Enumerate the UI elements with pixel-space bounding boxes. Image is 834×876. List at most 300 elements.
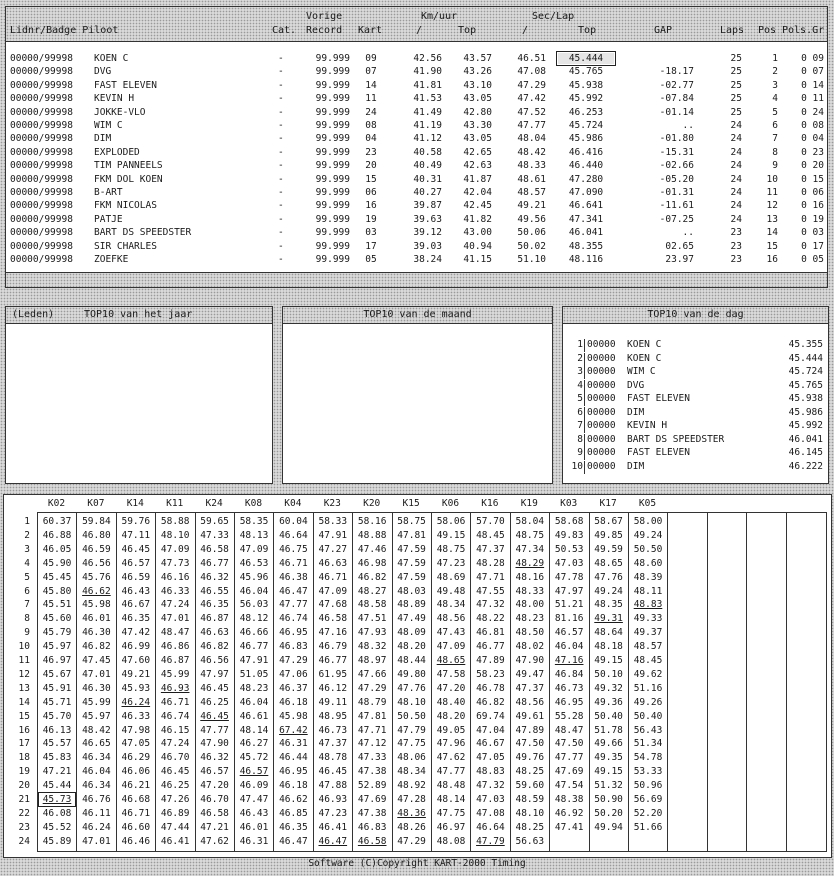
kart-column-header: K02: [47, 498, 66, 509]
lap-time-cell: 45.98: [82, 599, 111, 611]
lap-time-cell: 46.33: [121, 710, 151, 722]
result-laps: 24: [730, 120, 742, 131]
top10-day-rank: 1: [577, 339, 583, 350]
lap-time-cell: 48.45: [476, 529, 505, 541]
top10-day-id: 00000: [587, 339, 616, 350]
lap-time-cell: 46.34: [82, 780, 111, 792]
lap-time-cell: 47.76: [594, 571, 623, 583]
top10-day-row: [563, 407, 828, 420]
result-pos: 2: [772, 66, 778, 78]
result-laps: 24: [730, 173, 742, 185]
lap-time-cell: 46.62: [279, 794, 308, 805]
lap-time-cell: 47.23: [318, 807, 348, 819]
lap-time-cell: 48.57: [633, 641, 663, 653]
lap-time-cell: 45.44: [42, 780, 72, 792]
top10-day-time: 45.992: [788, 420, 823, 431]
lap-time-cell: 46.95: [279, 766, 308, 778]
result-row: [6, 254, 827, 267]
result-row: [6, 174, 827, 187]
lap-number: 16: [18, 724, 30, 736]
result-laps: 25: [730, 53, 742, 64]
result-cat: -: [278, 213, 284, 225]
result-id: 00000/99998: [10, 254, 73, 265]
result-kart: 16: [365, 200, 377, 212]
lap-time-cell: 59.84: [82, 516, 111, 527]
lap-time-cell: 46.04: [239, 585, 269, 597]
lap-time-cell: 50.50: [633, 543, 663, 555]
lap-time-cell: 47.03: [476, 794, 505, 805]
lap-number: 4: [24, 557, 30, 569]
lap-number: 19: [18, 766, 30, 778]
header-laps: Laps: [720, 25, 745, 36]
top10-month-title: TOP10 van de maand: [363, 309, 472, 320]
lap-time-cell: 48.83: [476, 766, 505, 778]
result-gap: -02.66: [659, 160, 694, 172]
lap-time-cell: 48.97: [357, 655, 387, 666]
lap-time-cell: 46.70: [200, 794, 229, 805]
lap-time-cell: 51.32: [594, 780, 623, 792]
lap-time-cell: 46.82: [200, 641, 229, 653]
lap-time-cell: 46.13: [42, 724, 72, 736]
lap-time-cell: 49.62: [633, 668, 663, 680]
lap-time-cell: 45.90: [42, 557, 72, 569]
lap-time-cell: 48.27: [357, 585, 387, 597]
results-footer-band: [6, 272, 827, 287]
lap-time-cell: 46.78: [476, 682, 505, 694]
result-avg-sec: 51.10: [517, 254, 546, 265]
lap-time-cell: 46.58: [200, 543, 229, 555]
lap-time-cell: 46.31: [279, 738, 308, 750]
lap-time-cell: 49.80: [397, 668, 426, 680]
top10-year-header: [6, 307, 272, 324]
lap-time-cell: 47.01: [160, 613, 190, 625]
lap-time-cell: 46.43: [121, 585, 151, 597]
result-kart: 14: [365, 79, 377, 91]
result-pols: 0 03: [801, 227, 824, 239]
result-record: 99.999: [315, 160, 350, 172]
lap-time-cell: 51.66: [633, 821, 663, 833]
grid-column-divider: [746, 513, 747, 851]
result-name: FAST ELEVEN: [94, 79, 157, 91]
top10-day-row: [563, 353, 828, 366]
lap-number: 1: [24, 516, 30, 527]
lap-time-cell: 45.91: [42, 682, 72, 694]
lap-time-cell: 46.71: [279, 557, 308, 569]
result-top-kmh: 41.15: [463, 254, 492, 265]
kart-column-header: K24: [205, 498, 223, 509]
lap-number: 5: [24, 571, 30, 583]
header-kmuur: Km/uur: [421, 11, 458, 22]
lap-time-cell: 48.60: [633, 557, 663, 569]
result-laps: 24: [730, 213, 742, 225]
lap-time-cell: 46.15: [160, 724, 190, 736]
lap-time-cell: 46.79: [318, 641, 348, 653]
top10-day-rank: 9: [577, 447, 583, 458]
result-top-kmh: 43.10: [463, 79, 492, 91]
lap-time-cell: 46.67: [476, 738, 505, 750]
lap-time-cell: 48.18: [594, 641, 623, 653]
header-cat: Cat.: [272, 25, 297, 36]
result-avg-kmh: 41.81: [413, 79, 442, 91]
result-top-kmh: 42.63: [463, 160, 492, 172]
lap-time-cell: 58.23: [476, 668, 505, 680]
lap-time-cell: 47.54: [554, 780, 584, 792]
lap-time-cell: 46.08: [42, 807, 72, 819]
lap-time-cell: 46.82: [357, 571, 387, 583]
lap-time-cell: 47.21: [42, 766, 72, 778]
lap-time-cell: 67.42: [279, 724, 308, 736]
lap-time-cell: 46.88: [42, 529, 72, 541]
lap-time-cell: 47.12: [357, 738, 387, 750]
lap-time-cell: 48.56: [515, 696, 545, 708]
lap-time-cell: 45.57: [42, 738, 72, 750]
lap-time-cell: 49.35: [594, 752, 623, 764]
lap-time-cell: 46.76: [82, 794, 111, 805]
lap-time-cell: 49.83: [554, 529, 584, 541]
lap-time-cell: 49.24: [594, 585, 623, 597]
result-top-kmh: 43.00: [463, 227, 492, 239]
result-row: [6, 80, 827, 93]
result-avg-sec: 49.56: [517, 213, 546, 225]
top10-day-rank: 2: [577, 352, 583, 364]
lap-time-cell: 46.21: [121, 780, 151, 792]
lap-time-cell: 46.74: [279, 613, 308, 625]
lap-time-cell: 46.58: [200, 807, 229, 819]
lap-time-cell: 46.24: [82, 821, 111, 833]
result-gap: -01.80: [659, 133, 694, 145]
lap-number: 12: [18, 668, 30, 680]
lap-time-cell: 46.56: [82, 557, 111, 569]
lap-time-cell: 46.86: [160, 641, 190, 653]
result-kart: 17: [365, 240, 377, 252]
result-avg-sec: 48.04: [517, 133, 546, 145]
top10-day-title: TOP10 van de dag: [647, 309, 744, 320]
top10-day-row: [563, 461, 828, 474]
result-pols: 0 16: [801, 200, 824, 212]
lap-time-cell: 46.45: [318, 766, 348, 778]
lap-time-cell: 46.30: [82, 627, 111, 639]
result-id: 00000/99998: [10, 213, 73, 225]
result-pos: 12: [766, 200, 778, 212]
top10-day-id: 00000: [587, 420, 616, 431]
result-pos: 3: [772, 79, 778, 91]
result-pols: 0 24: [801, 106, 824, 118]
lap-number: 14: [18, 696, 30, 708]
lap-time-cell: 50.40: [633, 710, 663, 722]
lap-time-cell: 46.18: [279, 696, 308, 708]
header-gap: GAP: [654, 25, 673, 36]
lap-time-cell: 46.65: [82, 738, 111, 750]
result-kart: 09: [365, 53, 377, 64]
result-laps: 24: [730, 133, 742, 145]
result-name: EXPLODED: [94, 146, 140, 158]
result-pos: 11: [766, 187, 778, 198]
result-gap: -02.77: [659, 79, 694, 91]
lap-time-cell: 47.29: [357, 682, 387, 694]
result-gap: -01.31: [659, 187, 694, 198]
top10-day-rank: 7: [577, 420, 583, 431]
lap-time-cell: 45.52: [42, 821, 72, 833]
lap-time-cell: 47.59: [397, 571, 426, 583]
lap-time-cell: 69.74: [476, 710, 505, 722]
lap-time-cell: 46.92: [554, 807, 584, 819]
lap-time-cell: 48.48: [436, 780, 466, 792]
result-avg-kmh: 40.58: [413, 146, 442, 158]
lap-time-cell: 47.55: [476, 585, 505, 597]
lap-time-cell: 58.35: [239, 516, 269, 527]
lap-time-cell: 48.47: [160, 627, 190, 639]
lap-time-cell: 48.64: [594, 627, 623, 639]
result-id: 00000/99998: [10, 173, 73, 185]
top10-day-id: 00000: [587, 460, 616, 472]
lap-time-cell: 50.20: [594, 807, 623, 819]
lap-time-cell: 46.99: [121, 641, 151, 653]
lap-time-cell: 49.21: [121, 668, 151, 680]
lap-time-cell: 47.46: [357, 543, 387, 555]
result-laps: 24: [730, 146, 742, 158]
result-laps: 23: [730, 227, 742, 239]
lap-time-cell: 48.11: [633, 585, 663, 597]
result-avg-kmh: 41.19: [413, 120, 442, 131]
top10-day-row: [563, 434, 828, 447]
result-cat: -: [278, 79, 284, 91]
lap-time-cell: 46.04: [239, 696, 269, 708]
lap-time-cell: 47.32: [476, 599, 505, 611]
lap-time-cell: 47.76: [397, 682, 426, 694]
lap-time-cell: 54.78: [633, 752, 663, 764]
result-avg-kmh: 41.12: [413, 133, 442, 145]
lap-time-cell: 57.70: [476, 516, 505, 527]
lap-time-cell: 48.33: [515, 585, 545, 597]
kart-column-header: K06: [441, 498, 460, 509]
result-cat: -: [278, 93, 284, 105]
result-record: 99.999: [315, 187, 350, 198]
lap-time-cell: 47.01: [82, 835, 111, 847]
result-laps: 23: [730, 240, 742, 252]
result-pos: 5: [772, 106, 778, 118]
lap-time-cell: 48.10: [515, 807, 545, 819]
lap-time-cell: 46.80: [82, 529, 111, 541]
top10-day-time: 45.444: [788, 352, 823, 364]
result-avg-kmh: 39.12: [413, 227, 442, 239]
lap-time-cell: 46.62: [82, 585, 111, 597]
result-top-sec: 45.938: [568, 79, 604, 91]
lap-time-cell: 47.91: [239, 655, 269, 666]
result-row: [6, 120, 827, 133]
result-pols: 0 23: [801, 146, 824, 158]
top10-day-time: 45.724: [788, 366, 823, 377]
result-top-kmh: 42.45: [463, 200, 492, 212]
lap-time-cell: 47.24: [160, 599, 190, 611]
lap-time-cell: 48.47: [554, 724, 584, 736]
result-pols: 0 20: [801, 160, 824, 172]
lap-time-cell: 47.37: [476, 543, 505, 555]
top10-day-row: [563, 339, 828, 352]
lap-time-cell: 47.21: [200, 821, 229, 833]
lap-time-cell: 48.20: [436, 710, 466, 722]
lap-time-cell: 46.32: [200, 752, 229, 764]
top10-day-id: 00000: [587, 447, 616, 458]
lap-time-cell: 47.49: [397, 613, 426, 625]
lap-time-cell: 46.18: [279, 780, 308, 792]
result-gap: -01.14: [659, 106, 694, 118]
lap-time-cell: 47.75: [397, 738, 426, 750]
top10-day-rank: 5: [577, 393, 583, 404]
lap-time-cell: 46.71: [121, 807, 151, 819]
result-pos: 8: [772, 146, 778, 158]
rank-divider: [584, 339, 585, 352]
lap-time-cell: 48.92: [397, 780, 426, 792]
lap-time-cell: 47.69: [554, 766, 584, 778]
lap-time-cell: 45.97: [42, 641, 72, 653]
grid-column-divider: [786, 513, 787, 851]
lap-time-cell: 47.90: [200, 738, 229, 750]
top10-day-id: 00000: [587, 366, 616, 377]
result-avg-sec: 47.77: [517, 120, 546, 131]
lap-time-cell: 49.05: [436, 724, 466, 736]
result-cat: -: [278, 66, 284, 78]
result-cat: -: [278, 146, 284, 158]
lap-time-cell: 45.60: [42, 613, 72, 625]
lap-time-cell: 56.03: [239, 599, 269, 611]
lap-number: 7: [24, 599, 30, 611]
lap-time-cell: 55.28: [554, 710, 584, 722]
result-kart: 24: [365, 106, 377, 118]
lap-time-cell: 46.35: [279, 821, 308, 833]
top10-day-row: [563, 366, 828, 379]
result-row: [6, 214, 827, 227]
result-name: WIM C: [94, 120, 123, 131]
result-pols: 0 19: [801, 213, 824, 225]
result-avg-sec: 50.02: [517, 240, 546, 252]
lap-time-cell: 46.60: [121, 821, 151, 833]
lap-time-cell: 46.71: [318, 571, 348, 583]
result-avg-kmh: 42.56: [413, 53, 442, 64]
lap-time-cell: 47.79: [476, 835, 505, 847]
lap-time-cell: 58.67: [594, 516, 623, 527]
result-cat: -: [278, 120, 284, 131]
lap-time-cell: 46.57: [121, 557, 151, 569]
lap-time-cell: 47.89: [476, 655, 505, 666]
header-avg-sec: /: [522, 25, 529, 36]
top10-day-rank: 3: [577, 366, 583, 377]
lap-time-cell: 46.09: [239, 780, 269, 792]
result-laps: 24: [730, 160, 742, 172]
result-record: 99.999: [315, 106, 350, 118]
lap-time-cell: 47.05: [476, 752, 505, 764]
lap-time-cell: 48.32: [357, 641, 387, 653]
lap-time-cell: 47.44: [160, 821, 190, 833]
result-row: [6, 187, 827, 200]
top10-day-name: FAST ELEVEN: [627, 447, 690, 458]
lap-number: 15: [18, 710, 30, 722]
lap-time-cell: 46.64: [279, 529, 308, 541]
lap-time-cell: 47.06: [279, 668, 308, 680]
result-cat: -: [278, 187, 284, 198]
result-cat: -: [278, 200, 284, 212]
lap-time-cell: 47.51: [357, 613, 387, 625]
lap-time-cell: 46.47: [318, 835, 348, 847]
lap-time-cell: 46.04: [82, 766, 111, 778]
lap-time-cell: 47.97: [200, 668, 229, 680]
result-avg-kmh: 40.27: [413, 187, 442, 198]
lap-time-cell: 46.57: [554, 627, 584, 639]
top10-day-name: KEVIN H: [627, 420, 668, 431]
lap-time-cell: 49.59: [594, 543, 623, 555]
result-record: 99.999: [315, 200, 350, 212]
lap-grid-body: [37, 512, 827, 852]
result-name: PATJE: [94, 213, 123, 225]
result-pols: 0 09: [801, 53, 824, 64]
rank-divider: [584, 407, 585, 420]
result-pols: 0 15: [801, 173, 824, 185]
lap-time-cell: 46.93: [318, 794, 348, 805]
result-id: 00000/99998: [10, 66, 73, 78]
result-avg-kmh: 41.53: [413, 93, 442, 105]
result-avg-kmh: 41.49: [413, 106, 442, 118]
result-id: 00000/99998: [10, 93, 73, 105]
lap-time-cell: 46.61: [239, 710, 269, 722]
top10-day-row: [563, 420, 828, 433]
lap-time-cell: 48.03: [397, 585, 426, 597]
result-avg-kmh: 40.49: [413, 160, 442, 172]
top10-day-row: [563, 447, 828, 460]
result-top-kmh: 41.87: [463, 173, 492, 185]
header-record: Record: [306, 25, 343, 36]
result-laps: 25: [730, 106, 742, 118]
lap-time-cell: 48.44: [397, 655, 426, 666]
lap-number: 20: [18, 780, 30, 792]
result-top-kmh: 40.94: [463, 240, 492, 252]
rank-divider: [584, 353, 585, 366]
lap-time-cell: 48.88: [357, 529, 387, 541]
rank-divider: [584, 461, 585, 474]
result-id: 00000/99998: [10, 240, 73, 252]
lap-time-cell: 47.09: [436, 641, 466, 653]
lap-time-cell: 46.59: [121, 571, 151, 583]
result-pos: 1: [772, 53, 778, 64]
lap-time-cell: 46.93: [160, 682, 190, 694]
lap-time-cell: 46.43: [239, 807, 269, 819]
kart-column-header: K03: [560, 498, 578, 509]
lap-time-cell: 45.73: [38, 792, 76, 807]
result-record: 99.999: [315, 120, 350, 131]
lap-time-cell: 56.69: [633, 794, 663, 805]
lap-time-cell: 48.75: [436, 543, 466, 555]
result-top-sec: 45.986: [568, 133, 604, 145]
lap-time-cell: 46.68: [121, 794, 151, 805]
rank-divider: [584, 393, 585, 406]
lap-time-cell: 47.98: [121, 724, 151, 736]
lap-time-cell: 58.00: [633, 516, 663, 527]
result-avg-sec: 47.42: [517, 93, 546, 105]
lap-time-cell: 48.45: [633, 655, 663, 666]
lap-time-cell: 52.89: [357, 780, 387, 792]
lap-time-cell: 47.08: [476, 807, 505, 819]
lap-time-cell: 46.67: [121, 599, 151, 611]
lap-time-cell: 45.67: [42, 668, 72, 680]
kart-column-header: K19: [520, 498, 538, 509]
lap-number: 3: [24, 543, 30, 555]
lap-time-cell: 47.62: [436, 752, 466, 764]
result-pos: 14: [766, 227, 778, 239]
lap-time-cell: 59.65: [200, 516, 229, 527]
lap-time-cell: 46.87: [160, 655, 190, 666]
lap-time-cell: 50.10: [594, 668, 623, 680]
lap-time-cell: 47.45: [82, 655, 111, 666]
lap-time-cell: 47.26: [160, 794, 190, 805]
lap-time-cell: 47.09: [318, 585, 348, 597]
